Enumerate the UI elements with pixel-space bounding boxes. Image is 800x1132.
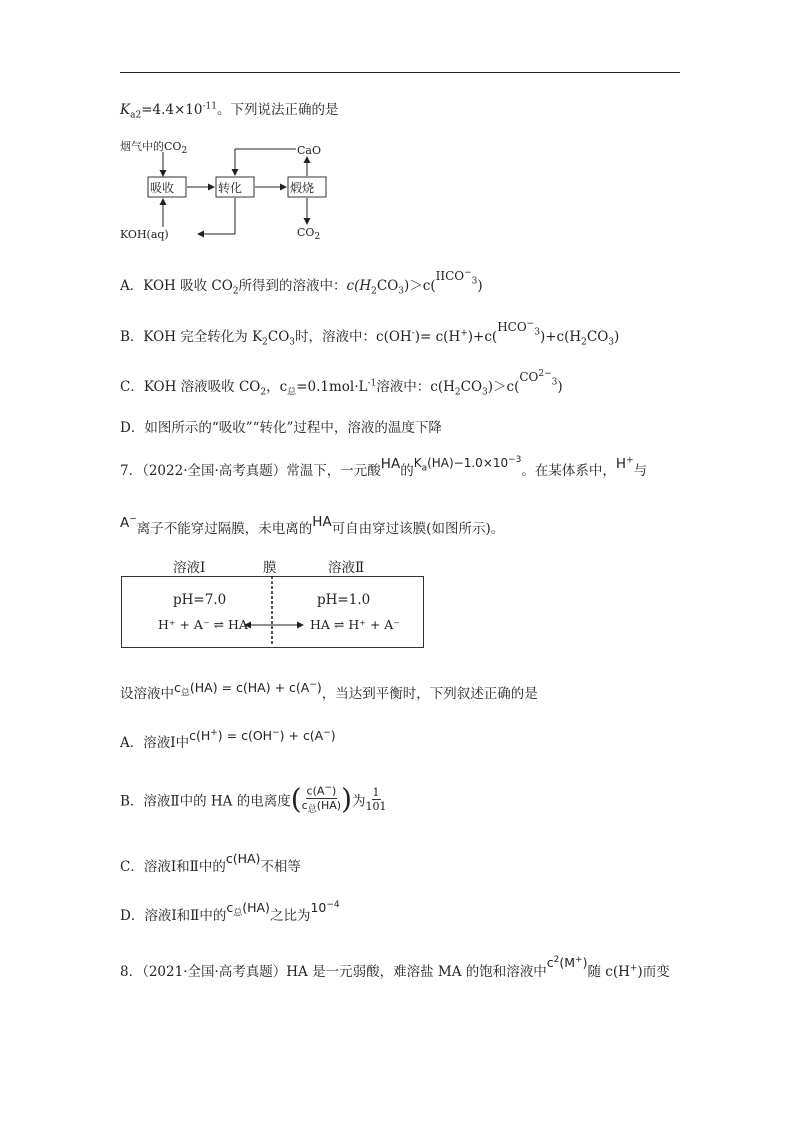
q6-option-a: A．KOH 吸收 $CO_2$所得到的溶液中：$c(H_2CO_3)>c(IICO^-_3)$ xyxy=(120,268,483,297)
ph-left: pH=7.0 xyxy=(173,592,227,608)
q7-option-d: D．溶液Ⅰ和Ⅱ中的$c_总(HA)$之比为$10^{-4}$ xyxy=(120,899,340,924)
flow-input-label: 烟气中的$CO_2$ xyxy=(120,140,188,157)
flow-box-convert: 转化 xyxy=(218,181,243,195)
q6-option-c: C．KOH 溶液吸收 $CO_2$，$c_总=0.1mol\cdot L^{-1}$溶液中：$c(H_2CO_3)>c(CO^{2-}_3)$ xyxy=(120,369,563,398)
membrane-graphic xyxy=(121,576,424,648)
q7-option-a: A．溶液Ⅰ中c(H+) = c(OH−) + c(A−) xyxy=(120,727,336,751)
flow-co2-out-label: $CO_2$ xyxy=(297,226,321,243)
flow-koh-label: KOH(aq) xyxy=(120,228,169,241)
header-rule xyxy=(120,72,680,73)
flow-box-absorb: 吸收 xyxy=(150,181,175,195)
q6-option-d: D．如图所示的“吸收”“转化”过程中，溶液的温度下降 xyxy=(120,420,442,436)
ph-right: pH=1.0 xyxy=(317,592,371,608)
membrane-header-left: 溶液Ⅰ xyxy=(173,560,206,576)
q7-stem-line1: 7．（2022·全国·高考真题）常温下，一元酸HA的$K_a(HA)-1.0\times 10^{-3}$。在某体系中，H+与 xyxy=(120,455,648,479)
q7-set-line: 设溶液中$c_总(HA) = c(HA) + c(A^-)$，当达到平衡时，下列叙述正确的是 xyxy=(120,679,538,702)
membrane-header-right: 溶液Ⅱ xyxy=(328,560,365,576)
q7-option-c: C．溶液Ⅰ和Ⅱ中的c(HA)不相等 xyxy=(120,851,301,875)
eq-right: HA ⇌ H⁺ + A⁻ xyxy=(310,617,400,632)
q6-option-b: B．KOH 完全转化为 $K_2CO_3$时，溶液中：$c(OH^-)= c(H^+)+c(HCO^-_3)+c(H_2CO_3)$ xyxy=(120,319,620,348)
membrane-header-mid: 膜 xyxy=(263,560,277,576)
flow-cao-label: CaO xyxy=(297,144,321,157)
eq-left: H⁺ + A⁻ ⇌ HA xyxy=(158,617,248,632)
q8-stem: 8．（2021·全国·高考真题）HA 是一元弱酸，难溶盐 MA 的饱和溶液中$c^2(M^+)$随 c(H+)而变 xyxy=(120,954,670,980)
flow-box-calcine: 煅烧 xyxy=(290,181,315,195)
q6-ka2-line: $K_{a2}=4.4\times 10^{-11}$。下列说法正确的是 xyxy=(120,101,339,121)
q7-option-b: B．溶液Ⅱ中的 HA 的电离度( $\frac{c(A^-)}{c_总(HA)}$ )为 $\frac{1}{101}$ xyxy=(120,782,387,816)
q7-stem-line2: A−离子不能穿过隔膜，未电离的HA可自由穿过该膜(如图所示)。 xyxy=(120,514,505,537)
